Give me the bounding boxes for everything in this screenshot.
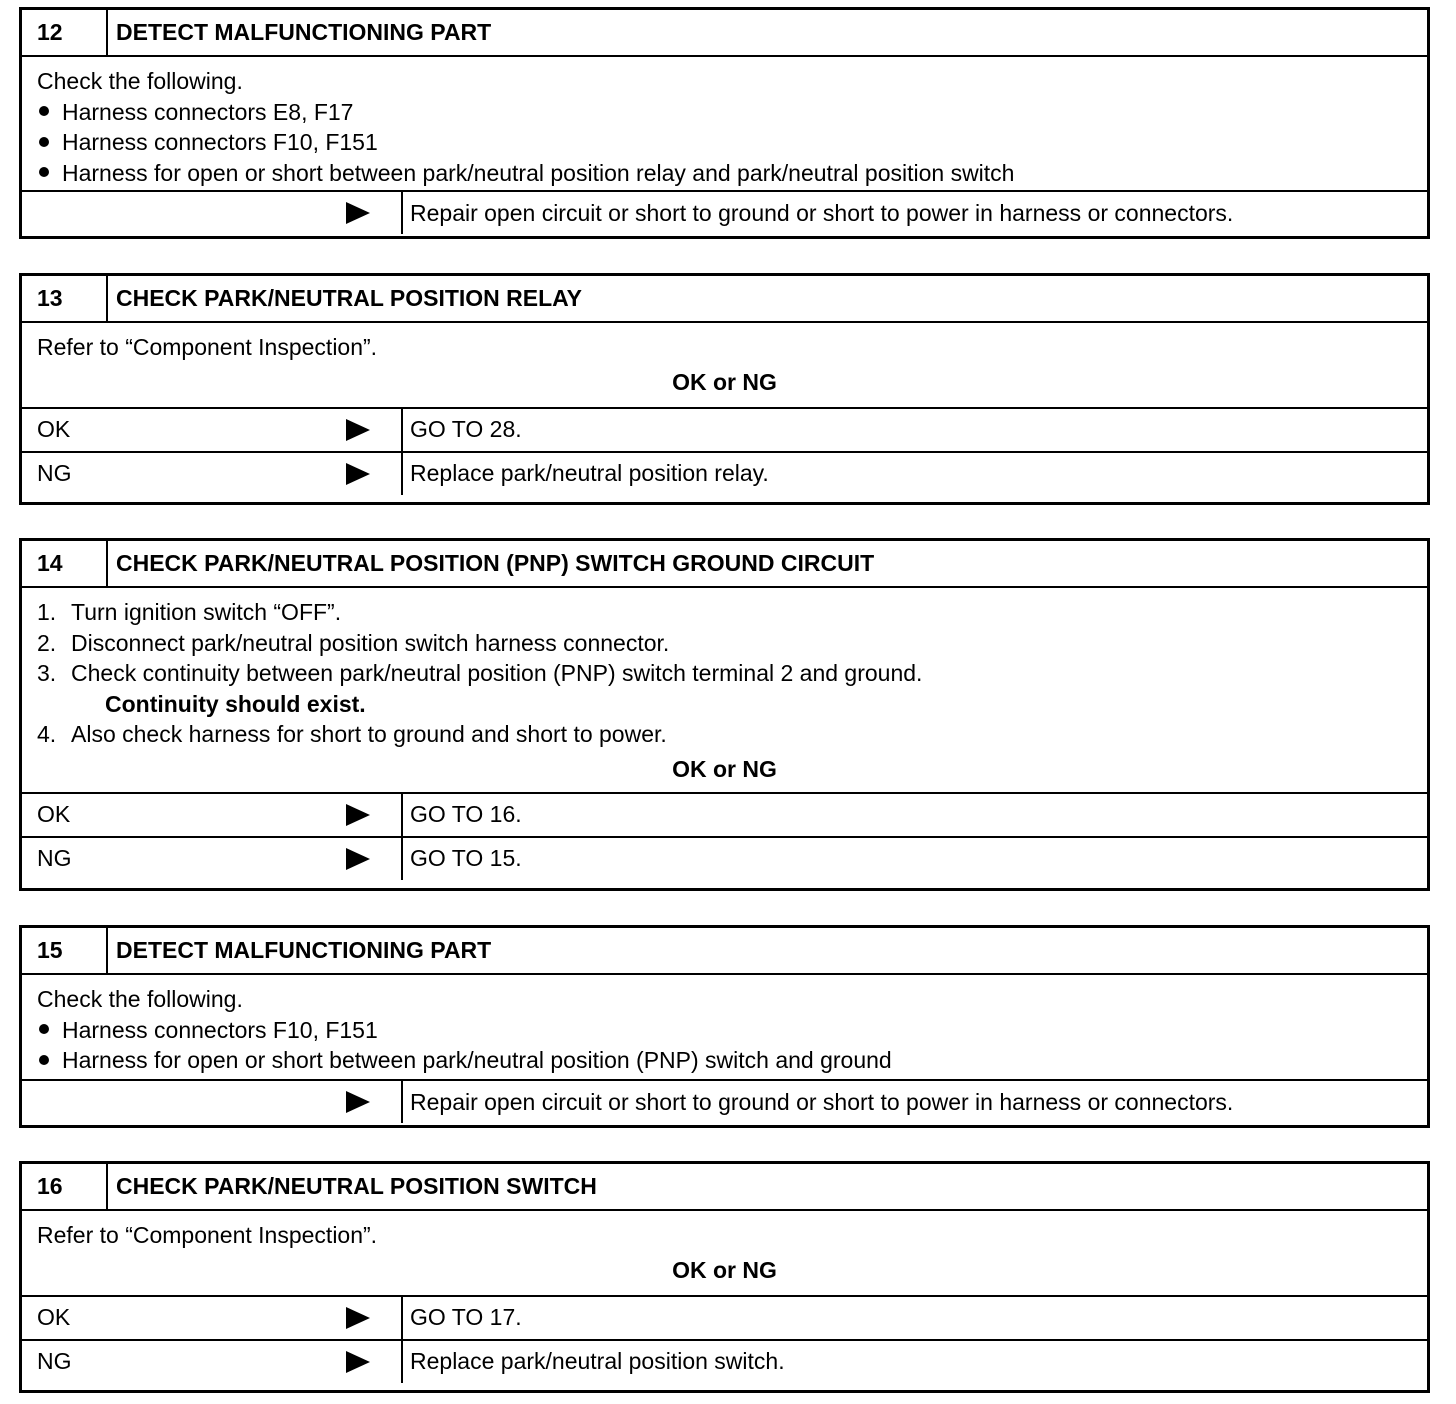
ok-result: GO TO 16. — [410, 801, 522, 827]
result-text: Repair open circuit or short to ground or short to power in harness or connectors. — [410, 1088, 1234, 1115]
step-title: CHECK PARK/NEUTRAL POSITION SWITCH — [116, 1173, 597, 1199]
result-label — [22, 192, 403, 234]
list-item: Harness connectors F10, F151 — [37, 127, 1412, 158]
step-title: DETECT MALFUNCTIONING PART — [116, 19, 492, 45]
step-title: CHECK PARK/NEUTRAL POSITION RELAY — [116, 285, 583, 311]
arrow-right-icon — [346, 1351, 370, 1373]
ok-result: GO TO 28. — [410, 416, 522, 442]
arrow-right-icon — [346, 1307, 370, 1329]
ok-row — [22, 1295, 1427, 1339]
ng-row — [22, 836, 1427, 880]
step-13 — [19, 273, 1430, 505]
step-number: 12 — [22, 10, 108, 55]
step-title: DETECT MALFUNCTIONING PART — [116, 937, 492, 963]
step-intro: Refer to “Component Inspection”. — [37, 334, 378, 360]
arrow-right-icon — [346, 804, 370, 826]
result-row — [22, 190, 1427, 234]
ok-or-ng-label: OK or NG — [672, 368, 777, 395]
step-header — [22, 276, 1427, 323]
list-item: Harness for open or short between park/neutral position relay and park/neutral position switch — [37, 158, 1412, 189]
bullet-icon — [39, 1055, 49, 1065]
result-label — [22, 1081, 403, 1123]
arrow-right-icon — [346, 463, 370, 485]
ok-label: OK — [22, 1297, 403, 1339]
list-item: Harness connectors E8, F17 — [37, 97, 1412, 128]
arrow-right-icon — [346, 419, 370, 441]
ok-label: OK — [22, 409, 403, 451]
step-number: 13 — [22, 276, 108, 321]
step-body — [22, 588, 1427, 792]
step-body — [22, 975, 1427, 1079]
step-intro: Check the following. — [37, 68, 243, 94]
step-number: 14 — [22, 541, 108, 586]
ok-result: GO TO 17. — [410, 1304, 522, 1330]
bullet-icon — [39, 137, 49, 147]
ok-row — [22, 792, 1427, 836]
step-header — [22, 1164, 1427, 1211]
list-item: 3. Check continuity between park/neutral position (PNP) switch terminal 2 and ground. — [37, 660, 923, 686]
step-header — [22, 10, 1427, 57]
arrow-right-icon — [346, 1091, 370, 1113]
step-14 — [19, 538, 1430, 891]
bullet-icon — [39, 167, 49, 177]
step-16 — [19, 1161, 1430, 1393]
step-intro: Check the following. — [37, 986, 243, 1012]
ok-row — [22, 407, 1427, 451]
ok-label: OK — [22, 794, 403, 836]
result-text: Repair open circuit or short to ground or short to power in harness or connectors. — [410, 199, 1234, 226]
ng-row — [22, 451, 1427, 495]
bullet-icon — [39, 1024, 49, 1034]
ng-label: NG — [22, 1341, 403, 1383]
list-item: Harness connectors F10, F151 — [37, 1015, 1412, 1046]
step-body — [22, 1211, 1427, 1295]
ng-result: Replace park/neutral position relay. — [410, 460, 769, 486]
list-item: 2. Disconnect park/neutral position switch harness connector. — [37, 629, 670, 656]
ng-label: NG — [22, 453, 403, 495]
ng-result: GO TO 15. — [410, 845, 522, 871]
step-number: 16 — [22, 1164, 108, 1209]
step-header — [22, 541, 1427, 588]
ng-label: NG — [22, 838, 403, 880]
step-number: 15 — [22, 928, 108, 973]
step-header — [22, 928, 1427, 975]
step-body — [22, 57, 1427, 190]
step-intro: Refer to “Component Inspection”. — [37, 1222, 378, 1248]
step-15 — [19, 925, 1430, 1128]
result-row — [22, 1079, 1427, 1123]
spec-text: Continuity should exist. — [105, 690, 366, 717]
ok-or-ng-label: OK or NG — [672, 1256, 777, 1283]
list-item: 1. Turn ignition switch “OFF”. — [37, 599, 342, 625]
step-title: CHECK PARK/NEUTRAL POSITION (PNP) SWITCH GROUND CIRCUIT — [116, 550, 875, 576]
ng-result: Replace park/neutral position switch. — [410, 1348, 785, 1374]
step-12 — [19, 7, 1430, 239]
arrow-right-icon — [346, 202, 370, 224]
arrow-right-icon — [346, 848, 370, 870]
step-body — [22, 323, 1427, 407]
ng-row — [22, 1339, 1427, 1383]
bullet-icon — [39, 106, 49, 116]
list-item: Harness for open or short between park/neutral position (PNP) switch and ground — [37, 1045, 1412, 1076]
ok-or-ng-label: OK or NG — [672, 755, 777, 782]
list-item: 4. Also check harness for short to ground and short to power. — [37, 721, 667, 747]
